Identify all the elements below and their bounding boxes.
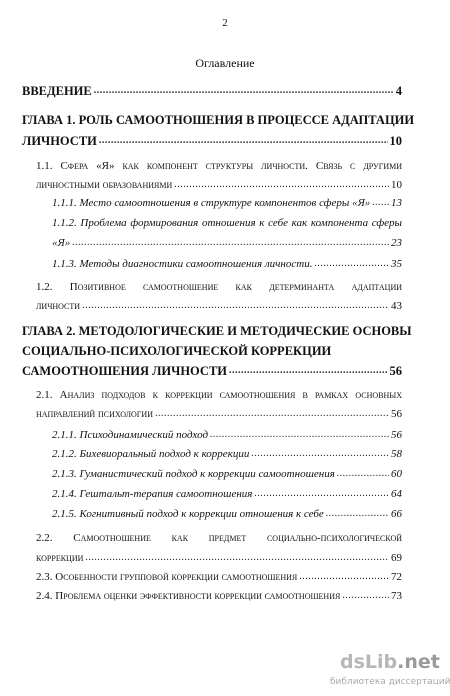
toc-entry-section-1-2[interactable] — [36, 299, 402, 313]
toc-entry-section-1-1-1[interactable] — [52, 196, 402, 210]
toc-section-2-1-line1[interactable]: 2.1. Анализ подходов к коррекции самоотношения в рамках основных — [36, 389, 402, 401]
toc-entry-page: 66 — [391, 508, 402, 520]
toc-entry-page: 58 — [391, 448, 402, 460]
toc-entry-section-1-1-2[interactable] — [52, 236, 402, 250]
toc-entry-label: 2.1.4. Гештальт-терапия самоотношения — [52, 488, 253, 500]
toc-section-1-1-line1[interactable]: 1.1. Сфера «Я» как компонент структуры личности. Связь с другими — [36, 160, 402, 172]
leader-dots — [372, 196, 389, 210]
toc-entry-page: 64 — [391, 488, 402, 500]
leader-dots — [82, 299, 389, 313]
leader-dots — [299, 570, 389, 584]
toc-entry-chapter-2[interactable] — [22, 364, 402, 378]
toc-entry-label: 2.3. Особенности групповой коррекции самоотношения — [36, 571, 298, 583]
toc-entry-page: 60 — [391, 468, 402, 480]
leader-dots — [342, 589, 389, 603]
toc-entry-label: 1.1.1. Место самоотношения в структуре компонентов сферы «Я» — [52, 197, 371, 209]
toc-entry-page: 69 — [391, 552, 402, 564]
toc-entry-label: 2.1.1. Психодинамический подход — [52, 429, 209, 441]
dslib-watermark-logo[interactable] — [330, 651, 448, 693]
leader-dots — [314, 257, 389, 271]
leader-dots — [72, 236, 389, 250]
toc-entry-page: 10 — [391, 179, 402, 191]
toc-entry-section-1-1[interactable] — [36, 178, 402, 192]
toc-entry-section-1-1-3[interactable] — [52, 257, 402, 271]
toc-entry-label: коррекции — [36, 552, 84, 564]
leader-dots — [229, 364, 387, 378]
leader-dots — [174, 178, 389, 192]
logo-subtitle: библиотека диссертаций — [330, 677, 450, 687]
toc-entry-section-2-1-3[interactable] — [52, 467, 402, 481]
leader-dots — [94, 84, 394, 98]
toc-title: Оглавление — [195, 56, 255, 70]
leader-dots — [337, 467, 389, 481]
toc-entry-label: личности — [36, 300, 81, 312]
toc-entry-page: 35 — [391, 258, 402, 270]
toc-entry-page: 73 — [391, 590, 402, 602]
toc-section-1-1-2-line1[interactable]: 1.1.2. Проблема формирования отношения к себе как компонента сферы — [52, 217, 402, 229]
toc-entry-section-2-1[interactable] — [36, 407, 402, 421]
toc-entry-page: 43 — [391, 300, 402, 312]
toc-entry-page: 10 — [389, 134, 402, 148]
leader-dots — [326, 507, 389, 521]
toc-entry-label: 2.4. Проблема оценки эффективности коррекции самоотношения — [36, 590, 341, 602]
toc-section-1-2-line1[interactable]: 1.2. Позитивное самоотношение как детерминанта адаптации — [36, 281, 402, 293]
logo-brand-a: dsLib — [340, 651, 398, 673]
toc-entry-label: ЛИЧНОСТИ — [22, 134, 97, 148]
toc-entry-label: направлений психологии — [36, 408, 153, 420]
toc-chapter-1-line1[interactable]: ГЛАВА 1. РОЛЬ САМООТНОШЕНИЯ В ПРОЦЕССЕ АДАПТАЦИИ — [22, 113, 415, 127]
toc-entry-section-2-1-2[interactable] — [52, 447, 402, 461]
toc-chapter-2-line1[interactable]: ГЛАВА 2. МЕТОДОЛОГИЧЕСКИЕ И МЕТОДИЧЕСКИЕ ОСНОВЫ — [22, 324, 412, 338]
toc-entry-section-2-1-5[interactable] — [52, 507, 402, 521]
toc-entry-label: САМООТНОШЕНИЯ ЛИЧНОСТИ — [22, 364, 228, 378]
page-number: 2 — [222, 17, 228, 29]
toc-entry-page: 4 — [395, 84, 402, 98]
toc-entry-page: 56 — [391, 429, 402, 441]
toc-entry-section-2-4[interactable] — [36, 589, 402, 603]
leader-dots — [85, 551, 389, 565]
leader-dots — [155, 407, 389, 421]
toc-entry-page: 56 — [389, 364, 402, 378]
toc-entry-label: ВВЕДЕНИЕ — [22, 84, 92, 98]
toc-entry-section-2-3[interactable] — [36, 570, 402, 584]
toc-entry-label: «Я» — [52, 237, 71, 249]
toc-entry-page: 72 — [391, 571, 402, 583]
toc-entry-label: 2.1.5. Когнитивный подход к коррекции отношения к себе — [52, 508, 324, 520]
leader-dots — [210, 428, 389, 442]
logo-wordmark — [340, 651, 440, 673]
logo-brand-b: .net — [397, 651, 440, 673]
toc-entry-page: 56 — [391, 408, 402, 420]
toc-entry-label: личностными образованиями — [36, 179, 173, 191]
toc-entry-chapter-1[interactable] — [22, 134, 402, 148]
leader-dots — [254, 487, 389, 501]
toc-entry-section-2-2[interactable] — [36, 551, 402, 565]
toc-section-2-2-line1[interactable]: 2.2. Самоотношение как предмет социально-психологической — [36, 532, 402, 544]
toc-entry-page: 23 — [391, 237, 402, 249]
leader-dots — [99, 134, 388, 148]
toc-entry-section-2-1-1[interactable] — [52, 428, 402, 442]
toc-chapter-2-line2[interactable]: СОЦИАЛЬНО-ПСИХОЛОГИЧЕСКОЙ КОРРЕКЦИИ — [22, 344, 332, 358]
toc-entry-section-2-1-4[interactable] — [52, 487, 402, 501]
leader-dots — [251, 447, 389, 461]
toc-entry-label: 1.1.3. Методы диагностики самоотношения личности. — [52, 258, 313, 270]
toc-entry-page: 13 — [391, 197, 402, 209]
toc-entry-label: 2.1.3. Гуманистический подход к коррекции самоотношения — [52, 468, 335, 480]
toc-entry-intro[interactable] — [22, 84, 402, 98]
toc-entry-label: 2.1.2. Бихевиоральный подход к коррекции — [52, 448, 250, 460]
